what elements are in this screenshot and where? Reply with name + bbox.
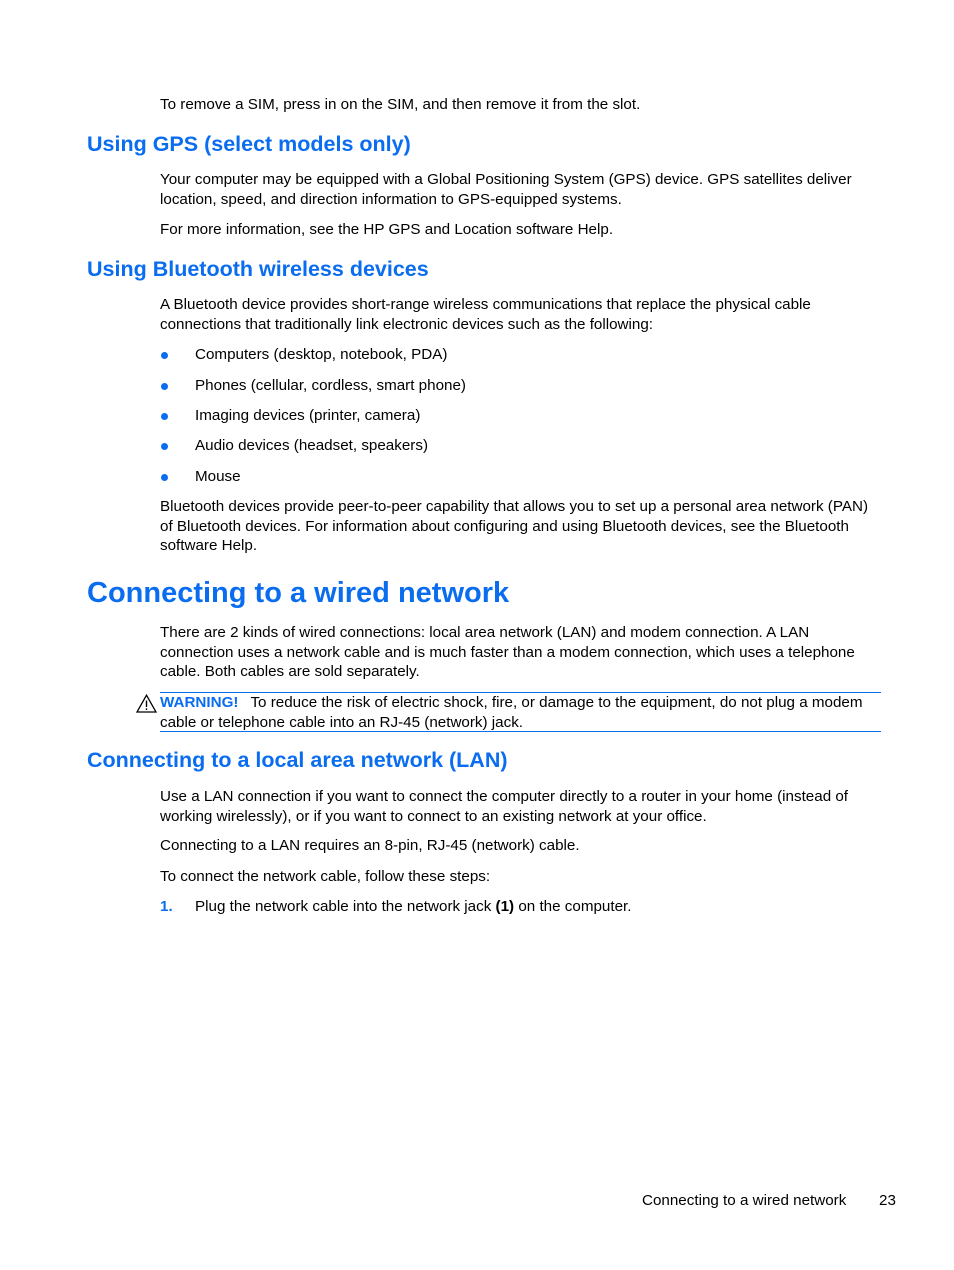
bluetooth-paragraph-2: Bluetooth devices provide peer-to-peer capability that allows you to set up a personal area network (PAN) of Bluetooth devices. For information about configuring and using Bluetooth devices, see the Bluetooth software Help. — [160, 498, 869, 554]
step-text — [195, 897, 631, 917]
list-item-text: Audio devices (headset, speakers) — [195, 437, 429, 454]
list-item-text: Computers (desktop, notebook, PDA) — [195, 346, 448, 363]
lan-paragraph-3: To connect the network cable, follow these steps: — [160, 868, 491, 885]
step-number: 1. — [160, 898, 173, 915]
step-text-start: Plug the network cable into the network jack — [195, 898, 496, 915]
warning-triangle-icon — [136, 694, 157, 713]
bullet-dot-icon — [161, 474, 168, 481]
lan-paragraph-2: Connecting to a LAN requires an 8-pin, RJ-45 (network) cable. — [160, 837, 580, 854]
lan-heading: Connecting to a local area network (LAN) — [87, 748, 508, 772]
gps-heading: Using GPS (select models only) — [87, 132, 411, 156]
warning-callout — [160, 692, 881, 732]
wired-paragraph-1: There are 2 kinds of wired connections: local area network (LAN) and modem connection. A LAN connection uses a network cable and is much faster than a modem connection, which uses a telephone cable. Both cables are sold separately. — [160, 624, 855, 680]
lan-paragraph-1: Use a LAN connection if you want to connect the computer directly to a router in your home (instead of working wirelessly), or if you want to connect to an existing network at your office. — [160, 788, 849, 825]
warning-label: WARNING! — [160, 694, 239, 711]
gps-paragraph-1: Your computer may be equipped with a Global Positioning System (GPS) device. GPS satellites deliver location, speed, and direction information to GPS-equipped systems. — [160, 171, 852, 208]
footer-section-title: Connecting to a wired network — [642, 1192, 847, 1209]
bullet-dot-icon — [161, 352, 168, 359]
list-item-text: Phones (cellular, cordless, smart phone) — [195, 377, 466, 394]
bullet-dot-icon — [161, 413, 168, 420]
bullet-dot-icon — [161, 443, 168, 450]
bullet-dot-icon — [161, 383, 168, 390]
sim-removal-text: To remove a SIM, press in on the SIM, and then remove it from the slot. — [160, 96, 641, 113]
bluetooth-heading: Using Bluetooth wireless devices — [87, 257, 429, 281]
bluetooth-paragraph-1: A Bluetooth device provides short-range wireless communications that replace the physical cable connections that traditionally link electronic devices such as the following: — [160, 296, 811, 333]
warning-text-block — [160, 693, 875, 732]
step-text-end: on the computer. — [514, 898, 632, 915]
wired-network-heading: Connecting to a wired network — [87, 577, 510, 609]
list-item-text: Mouse — [195, 468, 241, 485]
warning-message: To reduce the risk of electric shock, fire, or damage to the equipment, do not plug a modem cable or telephone cable into an RJ-45 (network) jack. — [160, 694, 863, 731]
footer-page-number: 23 — [879, 1192, 896, 1209]
gps-paragraph-2: For more information, see the HP GPS and Location software Help. — [160, 221, 614, 238]
step-callout-number: (1) — [495, 898, 515, 915]
list-item-text: Imaging devices (printer, camera) — [195, 407, 421, 424]
